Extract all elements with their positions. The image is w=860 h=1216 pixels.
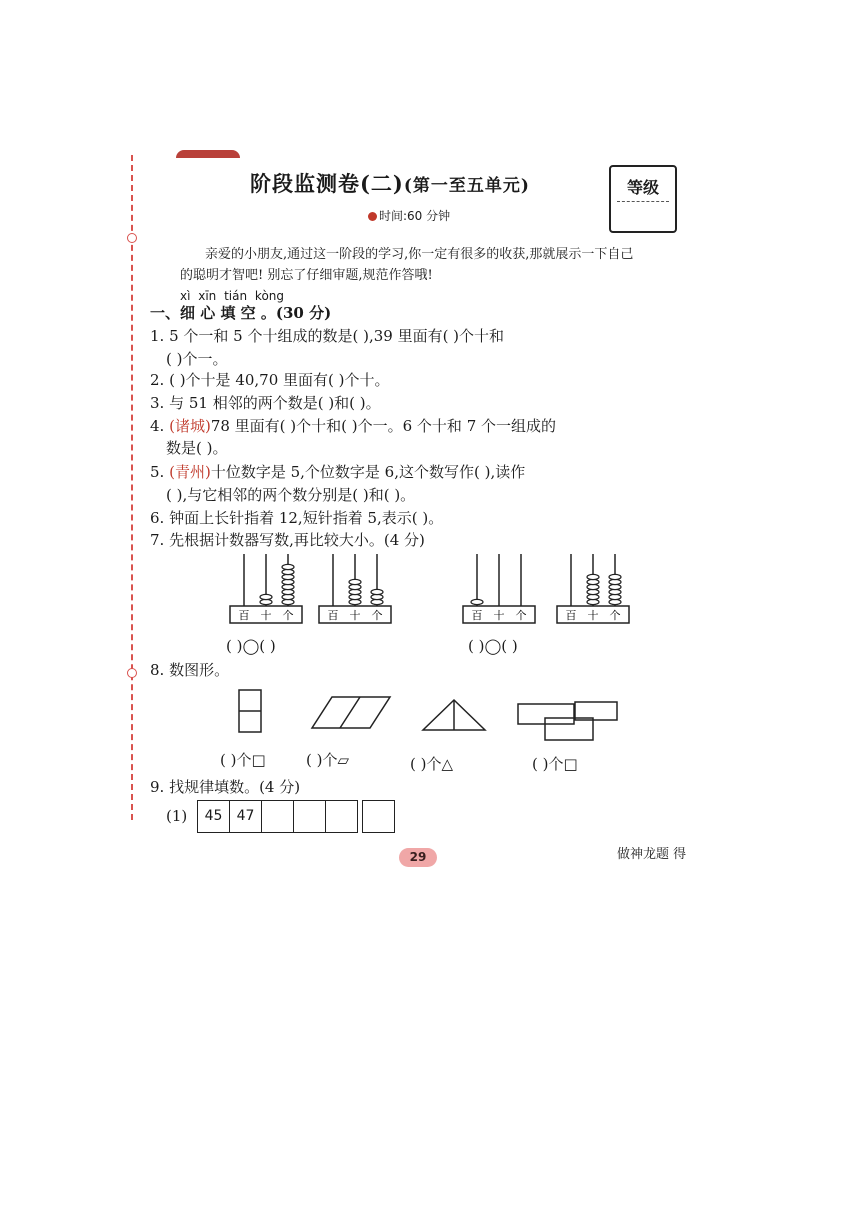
abacus-bead <box>260 594 272 599</box>
abacus-counter <box>461 550 537 628</box>
abacus-bead <box>471 599 483 604</box>
abacus-place-label: 百 <box>327 609 339 622</box>
abacus-counter <box>228 550 304 628</box>
intro-line-2: 的聪明才智吧! 别忘了仔细审题,规范作答哦! <box>180 268 433 283</box>
abacus-place-label: 个 <box>609 609 621 622</box>
page-title: 阶段监测卷(二)(第一至五单元) <box>250 171 530 196</box>
binding-hole-mark <box>127 233 137 243</box>
intro-line-1: 亲爱的小朋友,通过这一阶段的学习,你一定有很多的收获,那就展示一下自己 <box>205 247 634 262</box>
question-8: 8. 数图形。 <box>150 661 230 679</box>
shape-figure-parallelograms <box>310 694 394 732</box>
header-decoration <box>176 150 240 158</box>
abacus-place-label: 个 <box>282 609 294 622</box>
question-1-line-2: ( )个一。 <box>166 350 228 368</box>
abacus-place-label: 百 <box>565 609 577 622</box>
grade-box <box>609 165 677 233</box>
question-4-line-1: 4. (诸城)78 里面有( )个十和( )个一。6 个十和 7 个一组成的 <box>150 417 557 435</box>
binding-margin-line <box>131 155 133 820</box>
question-4-line-2: 数是( )。 <box>166 439 228 457</box>
pattern-cell[interactable] <box>293 800 326 833</box>
shape-count-squares: ( )个□ <box>532 755 578 773</box>
pattern-cell[interactable] <box>325 800 358 833</box>
abacus-place-label: 十 <box>349 609 361 622</box>
pattern-cell[interactable]: 47 <box>229 800 262 833</box>
abacus-place-label: 百 <box>238 609 250 622</box>
question-5-tag: (青州) <box>169 463 211 481</box>
shape-figure-rectangles <box>236 688 266 736</box>
question-5-line-2: ( ),与它相邻的两个数分别是( )和( )。 <box>166 486 416 504</box>
abacus-bead <box>349 579 361 584</box>
question-2: 2. ( )个十是 40,70 里面有( )个十。 <box>150 371 390 389</box>
grade-label: 等级 <box>626 178 659 197</box>
footer-brand: 做神龙题 得 <box>617 847 687 862</box>
pattern-cell[interactable] <box>261 800 294 833</box>
pattern-cell[interactable]: 45 <box>197 800 230 833</box>
clock-icon <box>368 212 377 221</box>
abacus-place-label: 百 <box>471 609 483 622</box>
pattern-label: (1) <box>166 807 188 825</box>
abacus-counter <box>317 550 393 628</box>
question-6: 6. 钟面上长针指着 12,短针指着 5,表示( )。 <box>150 509 444 527</box>
shape-count-parallelograms: ( )个▱ <box>306 751 350 769</box>
section-heading: 一、细 心 填 空 。(30 分) <box>150 304 332 322</box>
abacus-bead <box>371 589 383 594</box>
abacus-place-label: 十 <box>493 609 505 622</box>
abacus-place-label: 十 <box>587 609 599 622</box>
question-7: 7. 先根据计数器写数,再比较大小。(4 分) <box>150 531 425 549</box>
abacus-place-label: 十 <box>260 609 272 622</box>
abacus-bead <box>587 574 599 579</box>
abacus-place-label: 个 <box>515 609 527 622</box>
time-limit: 时间:60 分钟 <box>368 207 450 224</box>
pattern-cell[interactable] <box>362 800 395 833</box>
question-9: 9. 找规律填数。(4 分) <box>150 778 301 796</box>
page-number: 29 <box>399 848 437 867</box>
question-4-tag: (诸城) <box>169 417 211 435</box>
question-5-line-1: 5. (青州)十位数字是 5,个位数字是 6,这个数写作( ),读作 <box>150 463 526 481</box>
page-subtitle: (第一至五单元) <box>403 176 530 196</box>
section-pinyin: xì xīn tián kòng <box>180 289 285 303</box>
grade-divider <box>617 201 669 202</box>
shape-count-rectangles: ( )个□ <box>220 751 266 769</box>
abacus-counter <box>555 550 631 628</box>
question-3: 3. 与 51 相邻的两个数是( )和( )。 <box>150 394 381 412</box>
compare-left: ( )◯( ) <box>226 637 276 655</box>
binding-hole-mark <box>127 668 137 678</box>
shape-figure-overlapping-rectangles <box>515 700 619 744</box>
question-1-line-1: 1. 5 个一和 5 个十组成的数是( ),39 里面有( )个十和 <box>150 327 505 345</box>
compare-right: ( )◯( ) <box>468 637 518 655</box>
abacus-bead <box>609 574 621 579</box>
abacus-place-label: 个 <box>371 609 383 622</box>
abacus-bead <box>282 564 294 569</box>
shape-count-triangles: ( )个△ <box>410 755 454 773</box>
shape-figure-triangles <box>419 696 489 734</box>
